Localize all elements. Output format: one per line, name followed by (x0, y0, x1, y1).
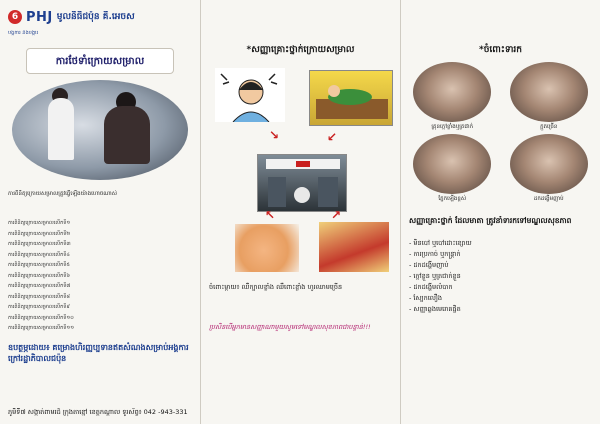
org-name: មូលនិធិជប៉ុន គី.អេចស (56, 11, 135, 22)
danger-item: - ស្បែកលឿង (409, 294, 443, 302)
panel-mother-danger (200, 0, 400, 424)
photo-caption: គ្រុនក្តៅខ្លាំងឬត្រជាក់ (431, 124, 474, 130)
health-center-photo (257, 154, 347, 212)
danger-item: - សញ្ញាឆ្លងមេរោគផ្ចិត (409, 305, 461, 313)
danger-item: - ក្តៅខ្លួន ឬត្រជាក់ខ្លួន (409, 272, 461, 280)
visit-list (8, 218, 192, 334)
visit-item: ការពិនិត្យក្រោយសម្រាលលើកទី៨ (8, 293, 70, 300)
danger-item: - ដកដង្ហើមញាប់ (409, 261, 449, 269)
photo-caption: ភ្នែកឡើងខ្ពស់ (438, 196, 467, 202)
visit-item: ការពិនិត្យក្រោយសម្រាលលើកទី២ (8, 230, 71, 237)
arrow-icon: ↘ (269, 128, 280, 142)
newborn-title: *ចំពោះទារក (479, 45, 522, 55)
visit-item: ការពិនិត្យក្រោយសម្រាលលើកទី១ (8, 220, 71, 226)
visit-item: ការពិនិត្យក្រោយសម្រាលលើកទី៤ (8, 251, 70, 258)
danger-item: - មិនបៅ ឬបៅដោះខ្សោយ (409, 239, 472, 247)
baby-photo (510, 134, 588, 194)
org-subtitle: បង្កការ និងបង្ការ (8, 30, 39, 36)
mother-danger-text: ចំពោះម្តាយ៖ ឈឺក្បាលខ្លាំង ឈឺពោះខ្លាំង ហូរឈាមច្រើន (209, 283, 343, 291)
logo-mark-icon: 6 (8, 10, 22, 24)
cover-photo (12, 80, 188, 180)
newborn-photo-card (506, 134, 593, 204)
visit-item: ការពិនិត្យក្រោយសម្រាលលើកទី១០ (8, 314, 74, 321)
cover-title: ការថែទាំក្រោយសម្រាល (26, 48, 174, 74)
support-text: ឧបត្ថម្ភដោយ៖ គម្រោងហិរញ្ញប្បទានឥតសំណងសម្រាប់អង្គការក្រៅរដ្ឋាភិបាលជប៉ុន (8, 342, 189, 363)
baby-photo (510, 62, 588, 122)
visit-item: ការពិនិត្យក្រោយសម្រាលលើកទី៣ (8, 241, 71, 247)
logo-text: PHJ (26, 9, 53, 25)
newborn-photo-grid (409, 62, 592, 204)
baby-photo (413, 62, 491, 122)
photo-caption: ក្អួតច្រើន (540, 124, 558, 130)
logo-row (8, 6, 192, 28)
newborn-photo-card (506, 62, 593, 132)
danger-item: - ការប្រកាច់ ឬកន្ត្រាក់ (409, 250, 461, 258)
mother-warning: ប្រសិនបើអ្នកមានសញ្ញាណាមួយសូមទៅមណ្ឌលសុខភាពជាបន្ទាន់!!! (209, 323, 371, 331)
arrow-icon: ↗ (331, 208, 342, 222)
baby-photo (413, 134, 491, 194)
danger-item: - ដកដង្ហើមលំបាក (409, 283, 453, 291)
intro-text: ការពិនិត្យក្រោយសម្រាលត្រូវធ្វើឡើងយ៉ាងហោចណាស់ (8, 191, 118, 197)
mother-danger-title: *សញ្ញាគ្រោះថ្នាក់ក្រោយសម្រាល (246, 45, 355, 55)
arrow-icon: ↖ (265, 208, 276, 222)
visit-item: ការពិនិត្យក្រោយសម្រាលលើកទី៧ (8, 283, 71, 289)
newborn-photo-card (409, 62, 496, 132)
newborn-danger-list (409, 238, 592, 315)
newborn-danger-title: សញ្ញាគ្រោះថ្នាក់ ដែលមាតា ត្រូវនាំទារកទៅមណ្ឌលសុខភាព (409, 216, 572, 225)
arrow-icon: ↙ (327, 130, 338, 144)
panel-newborn (400, 0, 600, 424)
breast-illustration (235, 224, 299, 272)
newborn-photo-card (409, 134, 496, 204)
panel-cover (0, 0, 200, 424)
photo-caption: ដកដង្ហើមញាប់ (533, 196, 564, 202)
bleeding-illustration (319, 222, 389, 272)
headache-illustration (215, 68, 285, 122)
fever-illustration (309, 70, 393, 126)
visit-item: ការពិនិត្យក្រោយសម្រាលលើកទី៦ (8, 272, 70, 279)
contact-info: ភូមិទី៧ សង្កាត់ពាមរដ៍ ក្រុងតាខ្មៅ ខេត្តកណ្ដាល ទូរស័ព្ទ៖ 042 -943-331 (8, 408, 188, 416)
visit-item: ការពិនិត្យក្រោយសម្រាលលើកទី៥ (8, 262, 70, 268)
visit-item: ការពិនិត្យក្រោយសម្រាលលើកទី១១ (8, 325, 74, 331)
visit-item: ការពិនិត្យក្រោយសម្រាលលើកទី៩ (8, 304, 70, 310)
illustration-collage (209, 62, 392, 274)
